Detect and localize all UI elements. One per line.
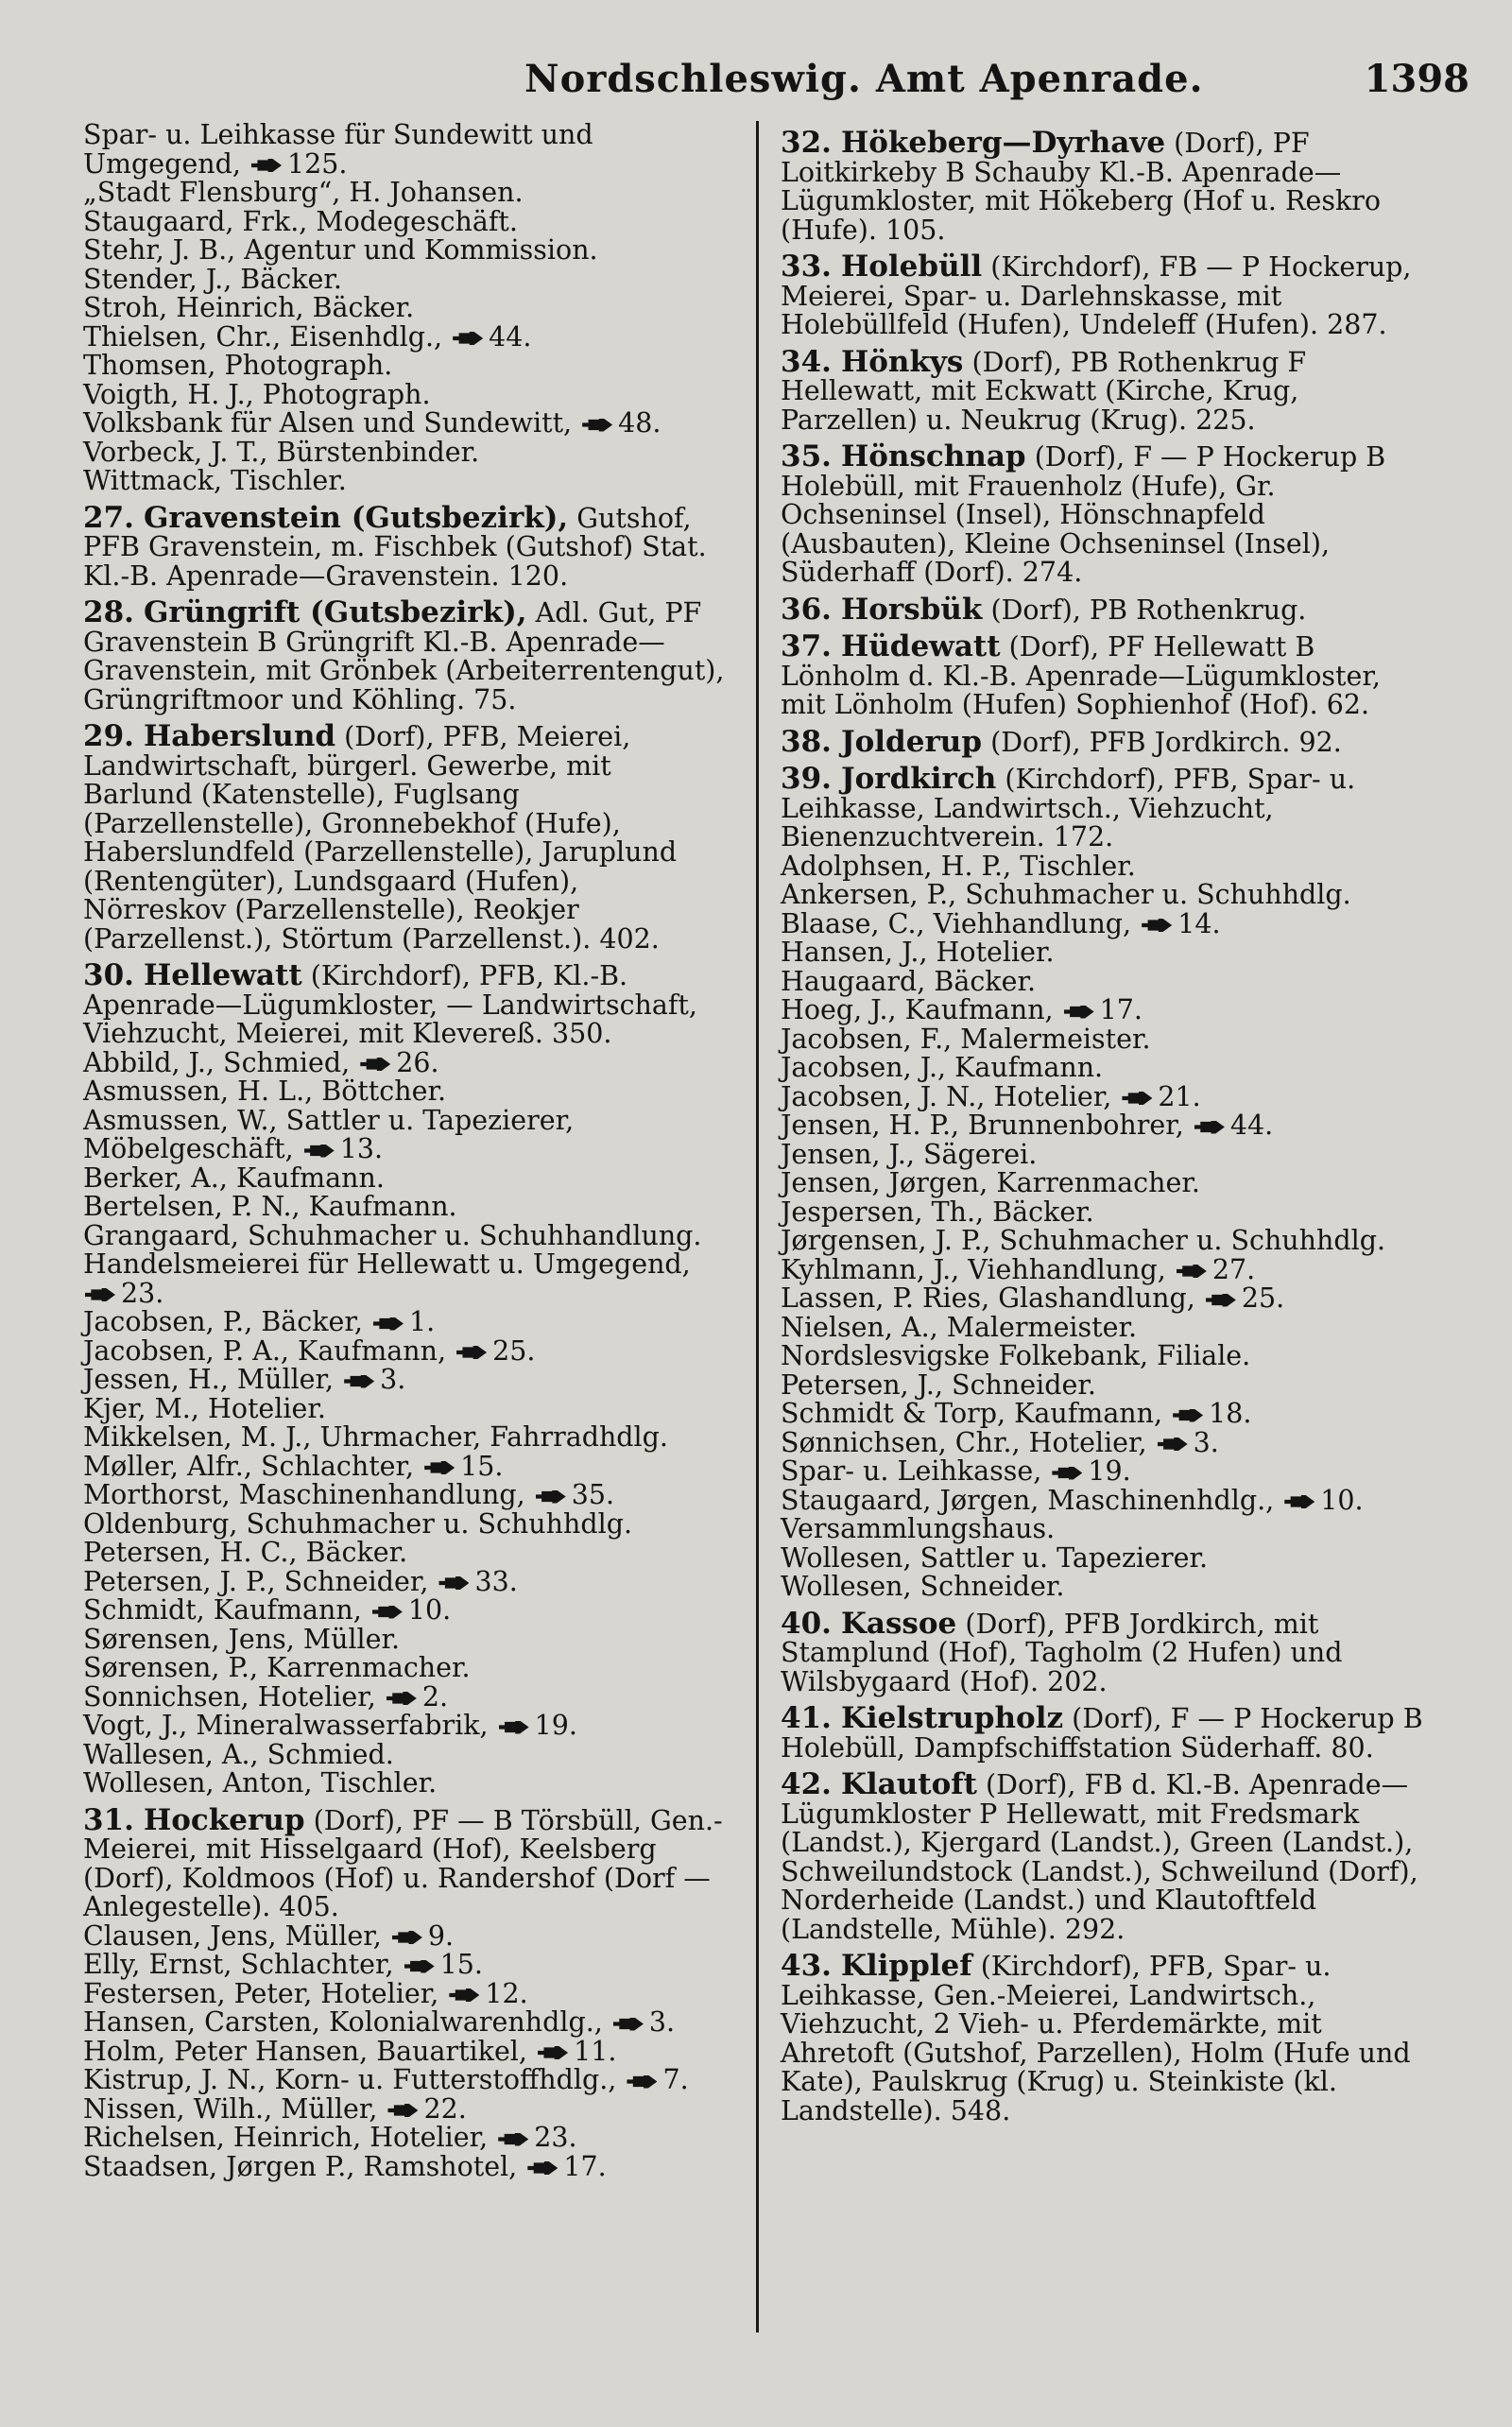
entry-text: Adl. Gut, PF Gravenstein B Grüngrift Kl.-B. Apenrade—Gravenstein, mit Grönbek (Arbeiterrentengut), Grüngriftmoor und Köhling. 75. bbox=[83, 597, 725, 715]
telephone-icon bbox=[344, 1375, 374, 1388]
telephone-icon bbox=[613, 2018, 644, 2031]
telephone-icon bbox=[449, 1988, 479, 2002]
entry-text: (Dorf), PFB Jordkirch. 92. bbox=[990, 726, 1342, 758]
entry-text: (Kirchdorf), PFB, Kl.-B. Apenrade—Lügumkloster, — Landwirtschaft, Viehzucht, Meierei, mit Klevereß. 350. bbox=[83, 960, 697, 1049]
telephone-icon bbox=[85, 1288, 115, 1301]
entry-text: Wittmack, Tischler. bbox=[83, 465, 347, 496]
listing-entry bbox=[83, 378, 726, 410]
telephone-icon bbox=[404, 1960, 435, 1973]
telephone-number: 25. bbox=[1241, 1282, 1285, 1314]
column-divider bbox=[756, 121, 759, 2332]
town-entry bbox=[781, 1767, 1423, 1945]
town-name: Jordkirch bbox=[840, 762, 997, 796]
listing-entry bbox=[83, 1366, 726, 1395]
town-entry bbox=[83, 595, 726, 715]
telephone-number: 3. bbox=[1193, 1426, 1219, 1458]
telephone-number: 22. bbox=[423, 2092, 467, 2125]
entry-text: (Kirchdorf), FB — P Hockerup, Meierei, Spar- u. Darlehnskasse, mit Holebüllfeld (Hufen), Undeleff (Hufen). 287. bbox=[781, 251, 1412, 340]
left-column bbox=[83, 121, 726, 2181]
telephone-icon bbox=[304, 1145, 335, 1158]
town-entry bbox=[781, 592, 1423, 627]
telephone-number: 35. bbox=[571, 1479, 615, 1510]
listing-entry bbox=[781, 1111, 1423, 1141]
telephone-number: 10. bbox=[407, 1594, 452, 1626]
entry-text: Ankersen, P., Schuhmacher u. Schuhhdlg. bbox=[781, 879, 1351, 910]
listing-entry bbox=[83, 1539, 726, 1568]
entry-text: „Stadt Flensburg“, H. Johansen. bbox=[83, 177, 524, 208]
town-number: 33. bbox=[781, 250, 832, 284]
entry-text: Asmussen, H. L., Böttcher. bbox=[83, 1076, 446, 1107]
telephone-icon bbox=[387, 2104, 418, 2117]
entry-text: Møller, Alfr., Schlachter, bbox=[83, 1450, 415, 1482]
entry-text: Stroh, Heinrich, Bäcker. bbox=[83, 292, 415, 323]
town-entry bbox=[83, 719, 726, 955]
entry-text: Wollesen, Anton, Tischler. bbox=[83, 1767, 438, 1799]
town-entry bbox=[781, 1606, 1423, 1697]
telephone-number: 26. bbox=[396, 1046, 439, 1078]
telephone-number: 17. bbox=[563, 2150, 607, 2182]
town-entry bbox=[83, 958, 726, 1049]
entry-text: Wallesen, A., Schmied. bbox=[83, 1738, 394, 1770]
town-name: Hönkys bbox=[840, 344, 964, 379]
entry-text: Oldenburg, Schuhmacher u. Schuhhdlg. bbox=[83, 1507, 633, 1540]
telephone-number: 21. bbox=[1158, 1080, 1201, 1112]
listing-entry bbox=[83, 2008, 726, 2038]
listing-entry bbox=[781, 1025, 1423, 1055]
town-number: 37. bbox=[781, 629, 832, 663]
entry-text: Petersen, J., Schneider. bbox=[781, 1368, 1096, 1401]
telephone-number: 125. bbox=[287, 147, 348, 180]
listing-entry bbox=[83, 1654, 726, 1683]
town-number: 35. bbox=[781, 439, 832, 473]
entry-text: Petersen, H. C., Bäcker. bbox=[83, 1537, 408, 1568]
town-name: Klautoft bbox=[840, 1767, 977, 1801]
telephone-number: 27. bbox=[1211, 1253, 1256, 1285]
listing-entry bbox=[781, 1080, 1423, 1112]
entry-text: Festersen, Peter, Hotelier, bbox=[83, 1977, 439, 2009]
telephone-icon bbox=[1158, 1437, 1188, 1451]
town-number: 38. bbox=[781, 724, 832, 759]
telephone-icon bbox=[1206, 1294, 1236, 1307]
telephone-number: 25. bbox=[492, 1334, 536, 1367]
listing-entry bbox=[83, 205, 726, 237]
entry-text: Thielsen, Chr., Eisenhdlg., bbox=[83, 320, 443, 353]
town-name: Jolderup bbox=[840, 724, 983, 759]
town-number: 30. bbox=[83, 958, 134, 992]
listing-entry bbox=[781, 1400, 1423, 1429]
entry-text: Hansen, Carsten, Kolonialwarenhdlg., bbox=[83, 2006, 603, 2038]
telephone-number: 33. bbox=[474, 1565, 518, 1597]
listing-entry bbox=[83, 1596, 726, 1626]
town-name: Hökeberg—Dyrhave bbox=[840, 126, 1166, 160]
listing-entry bbox=[781, 1342, 1423, 1371]
entry-text: Jacobsen, F., Malermeister. bbox=[781, 1023, 1151, 1055]
telephone-icon bbox=[373, 1317, 404, 1331]
telephone-icon bbox=[392, 1931, 422, 1944]
entry-text: Haugaard, Bäcker. bbox=[781, 965, 1036, 997]
entry-text: Staugaard, Frk., Modegeschäft. bbox=[83, 205, 518, 237]
listing-entry bbox=[83, 121, 726, 179]
telephone-icon bbox=[1177, 1265, 1207, 1278]
entry-text: Blaase, C., Viehhandlung, bbox=[781, 907, 1132, 939]
town-number: 29. bbox=[83, 719, 134, 753]
listing-entry bbox=[781, 1198, 1423, 1228]
page-number: 1398 bbox=[1364, 57, 1469, 101]
listing-entry bbox=[781, 996, 1423, 1025]
entry-text: Stehr, J. B., Agentur und Kommission. bbox=[83, 234, 598, 266]
entry-text: Hansen, J., Hotelier. bbox=[781, 937, 1055, 968]
entry-text: Gutshof, PFB Gravenstein, m. Fischbek (Gutshof) Stat. Kl.-B. Apenrade—Gravenstein. 120. bbox=[83, 502, 707, 592]
listing-entry bbox=[83, 1712, 726, 1741]
listing-entry bbox=[781, 1311, 1423, 1343]
entry-text: Spar- u. Leihkasse für Sundewitt und Umgegend, bbox=[83, 119, 593, 180]
entry-text: Grangaard, Schuhmacher u. Schuhhandlung. bbox=[83, 1219, 702, 1251]
town-name: Hönschnap bbox=[840, 439, 1026, 473]
town-name: Haberslund bbox=[143, 719, 336, 753]
town-name: Hockerup bbox=[143, 1802, 305, 1837]
entry-text: Spar- u. Leihkasse, bbox=[781, 1455, 1042, 1487]
entry-text: (Dorf), PF — B Törsbüll, Gen.-Meierei, mit Hisselgaard (Hof), Keelsberg (Dorf), Koldmoos (Hof) u. Randershof (Dorf — Anlegestelle). 405. bbox=[83, 1804, 723, 1922]
town-number: 40. bbox=[781, 1606, 832, 1641]
listing-entry bbox=[83, 1623, 726, 1655]
listing-entry bbox=[83, 1769, 726, 1799]
entry-text: Jensen, Jørgen, Karrenmacher. bbox=[781, 1167, 1200, 1198]
entry-text: Morthorst, Maschinenhandlung, bbox=[83, 1479, 525, 1510]
telephone-icon bbox=[498, 2133, 528, 2146]
listing-entry bbox=[83, 263, 726, 295]
telephone-number: 44. bbox=[489, 320, 532, 353]
town-name: Klipplef bbox=[840, 1949, 972, 1983]
town-number: 36. bbox=[781, 592, 832, 627]
town-entry bbox=[781, 762, 1423, 852]
telephone-number: 44. bbox=[1229, 1110, 1274, 1141]
telephone-icon bbox=[582, 419, 612, 432]
telephone-icon bbox=[536, 1490, 566, 1504]
telephone-number: 23. bbox=[121, 1277, 164, 1309]
telephone-number: 12. bbox=[485, 1977, 528, 2009]
entry-text: Sørensen, P., Karrenmacher. bbox=[83, 1652, 471, 1683]
entry-text: Kjer, M., Hotelier. bbox=[83, 1392, 326, 1424]
telephone-icon bbox=[456, 1346, 487, 1359]
listing-entry bbox=[781, 1515, 1423, 1544]
listing-entry bbox=[781, 1541, 1423, 1574]
town-name: Hüdewatt bbox=[840, 629, 1001, 663]
entry-text: Holm, Peter Hansen, Bauartikel, bbox=[83, 2035, 527, 2067]
entry-text: (Dorf), PB Rothenkrug. bbox=[990, 594, 1307, 626]
listing-entry bbox=[781, 1284, 1423, 1314]
town-entry bbox=[781, 724, 1423, 759]
telephone-icon bbox=[499, 1721, 529, 1734]
listing-entry bbox=[83, 436, 726, 468]
entry-text: Bertelsen, P. N., Kaufmann. bbox=[83, 1191, 457, 1222]
town-entry bbox=[83, 500, 726, 592]
telephone-number: 1. bbox=[408, 1306, 436, 1337]
entry-text: (Kirchdorf), PFB, Spar- u. Leihkasse, Gen.-Meierei, Landwirtsch., Viehzucht, 2 Vieh- u. Pferdemärkte, mit Ahretoft (Gutshof, Parzellen), Holm (Hufe und Kate), Paulskrug (Krug) u. Steinkiste (kl. Landstelle). 548. bbox=[781, 1951, 1411, 2126]
telephone-number: 2. bbox=[421, 1680, 449, 1713]
entry-text: Lassen, P. Ries, Glashandlung, bbox=[781, 1282, 1195, 1314]
telephone-number: 13. bbox=[339, 1133, 384, 1164]
listing-entry bbox=[781, 907, 1423, 939]
listing-entry bbox=[781, 1426, 1423, 1458]
entry-text: Schmidt & Torp, Kaufmann, bbox=[781, 1398, 1163, 1429]
telephone-icon bbox=[372, 1606, 403, 1619]
telephone-number: 3. bbox=[648, 2006, 676, 2038]
listing-entry bbox=[83, 1738, 726, 1770]
telephone-icon bbox=[1122, 1092, 1152, 1105]
entry-text: Schmidt, Kaufmann, bbox=[83, 1594, 362, 1626]
listing-entry bbox=[83, 1392, 726, 1424]
listing-entry bbox=[83, 179, 726, 208]
entry-text: Asmussen, W., Sattler u. Tapezierer, Möbelgeschäft, bbox=[83, 1104, 575, 1164]
entry-text: Vorbeck, J. T., Bürstenbinder. bbox=[83, 436, 480, 468]
listing-entry bbox=[83, 1250, 726, 1308]
telephone-number: 3. bbox=[380, 1364, 406, 1395]
listing-entry bbox=[781, 1484, 1423, 1516]
entry-text: Voigth, H. J., Photograph. bbox=[83, 378, 431, 410]
listing-entry bbox=[83, 1450, 726, 1482]
entry-text: (Dorf), F — P Hockerup B Holebüll, mit Frauenholz (Hufe), Gr. Ochseninsel (Insel), Hönschnapfeld (Ausbauten), Kleine Ochseninsel (Insel), Süderhaff (Dorf). 274. bbox=[781, 441, 1386, 588]
entry-text: Kistrup, J. N., Korn- u. Futterstoffhdlg., bbox=[83, 2064, 617, 2095]
listing-entry bbox=[83, 2124, 726, 2153]
entry-text: Staugaard, Jørgen, Maschinenhdlg., bbox=[781, 1484, 1275, 1516]
entry-text: Jensen, H. P., Brunnenbohrer, bbox=[781, 1110, 1184, 1141]
entry-text: (Dorf), FB d. Kl.-B. Apenrade—Lügumkloster P Hellewatt, mit Fredsmark (Landst.), Kjergard (Landst.), Green (Landst.), Schweilundstock (Landst.), Schweilund (Dorf), Norderheide (Landst.) und Klautoftfeld (Landstelle, Mühle). 292. bbox=[781, 1769, 1418, 1945]
telephone-icon bbox=[627, 2075, 657, 2089]
town-entry bbox=[781, 126, 1423, 246]
town-name: Holebüll bbox=[840, 250, 983, 284]
telephone-number: 23. bbox=[534, 2122, 577, 2153]
entry-text: (Dorf), F — P Hockerup B Holebüll, Dampfschiffstation Süderhaff. 80. bbox=[781, 1703, 1423, 1764]
town-entry bbox=[781, 1701, 1423, 1764]
town-entry bbox=[781, 252, 1423, 340]
running-head: Nordschleswig. Amt Apenrade. bbox=[524, 57, 1204, 101]
town-name: Horsbük bbox=[840, 592, 983, 627]
town-entry bbox=[781, 344, 1423, 436]
entry-text: Kyhlmann, J., Viehhandlung, bbox=[781, 1253, 1166, 1285]
telephone-icon bbox=[424, 1461, 455, 1474]
town-name: Gravenstein (Gutsbezirk), bbox=[143, 500, 569, 535]
entry-text: (Kirchdorf), PFB, Spar- u. Leihkasse, Landwirtsch., Viehzucht, Bienenzuchtverein. 172. bbox=[781, 764, 1356, 852]
listing-entry bbox=[83, 1193, 726, 1222]
listing-entry bbox=[83, 1077, 726, 1107]
entry-text: Versammlungshaus. bbox=[781, 1513, 1056, 1544]
entry-text: (Dorf), PB Rothenkrug F Hellewatt, mit Eckwatt (Kirche, Krug, Parzellen) u. Neukrug (Krug). 225. bbox=[781, 346, 1307, 436]
town-number: 27. bbox=[83, 500, 134, 535]
listing-entry bbox=[83, 1308, 726, 1337]
listing-entry bbox=[83, 467, 726, 496]
listing-entry bbox=[83, 1680, 726, 1713]
telephone-icon bbox=[1052, 1467, 1082, 1480]
telephone-number: 7. bbox=[662, 2064, 689, 2095]
telephone-number: 18. bbox=[1209, 1398, 1252, 1429]
town-number: 39. bbox=[781, 762, 832, 796]
listing-entry bbox=[83, 294, 726, 323]
listing-entry bbox=[83, 1481, 726, 1510]
listing-entry bbox=[83, 1219, 726, 1251]
entry-text: Hoeg, J., Kaufmann, bbox=[781, 994, 1054, 1025]
telephone-icon bbox=[527, 2161, 558, 2175]
telephone-icon bbox=[1142, 919, 1172, 932]
entry-text: Petersen, J. P., Schneider, bbox=[83, 1565, 429, 1597]
listing-entry bbox=[83, 1423, 726, 1453]
entry-text: Mikkelsen, M. J., Uhrmacher, Fahrradhdlg. bbox=[83, 1421, 668, 1453]
entry-text: Volksbank für Alsen und Sundewitt, bbox=[83, 407, 573, 439]
telephone-number: 9. bbox=[427, 1919, 455, 1952]
entry-text: Staadsen, Jørgen P., Ramshotel, bbox=[83, 2150, 518, 2182]
telephone-number: 11. bbox=[574, 2035, 617, 2067]
listing-entry bbox=[781, 938, 1423, 968]
telephone-number: 17. bbox=[1099, 994, 1143, 1025]
entry-text: Jørgensen, J. P., Schuhmacher u. Schuhhdlg. bbox=[781, 1225, 1386, 1256]
entry-text: Jensen, J., Sägerei. bbox=[781, 1138, 1038, 1170]
entry-text: Stender, J., Bäcker. bbox=[83, 263, 342, 295]
entry-text: Handelsmeierei für Hellewatt u. Umgegend, bbox=[83, 1248, 691, 1280]
telephone-icon bbox=[1284, 1495, 1314, 1508]
telephone-icon bbox=[1194, 1121, 1225, 1134]
telephone-icon bbox=[1064, 1006, 1094, 1019]
listing-entry bbox=[781, 1169, 1423, 1198]
page-header bbox=[0, 57, 1512, 113]
listing-entry bbox=[781, 1138, 1423, 1170]
town-entry bbox=[83, 1802, 726, 1922]
listing-entry bbox=[83, 1507, 726, 1540]
listing-entry bbox=[781, 1573, 1423, 1602]
telephone-icon bbox=[453, 332, 483, 345]
town-number: 32. bbox=[781, 126, 832, 160]
telephone-icon bbox=[538, 2046, 568, 2059]
listing-entry bbox=[781, 1227, 1423, 1256]
telephone-icon bbox=[1173, 1409, 1203, 1422]
listing-entry bbox=[83, 1951, 726, 1980]
listing-entry bbox=[781, 881, 1423, 910]
town-number: 28. bbox=[83, 595, 134, 629]
town-name: Hellewatt bbox=[143, 958, 302, 992]
telephone-number: 15. bbox=[460, 1450, 504, 1482]
town-entry bbox=[781, 1949, 1423, 2126]
town-number: 42. bbox=[781, 1767, 832, 1801]
telephone-icon bbox=[360, 1058, 390, 1071]
entry-text: Adolphsen, H. P., Tischler. bbox=[781, 850, 1136, 882]
entry-text: Sønnichsen, Chr., Hotelier, bbox=[781, 1426, 1147, 1458]
entry-text: (Dorf), PF Loitkirkeby B Schauby Kl.-B. Apenrade—Lügumkloster, mit Hökeberg (Hof u. Reskro (Hufe). 105. bbox=[781, 128, 1382, 246]
listing-entry bbox=[83, 1919, 726, 1952]
telephone-number: 10. bbox=[1320, 1484, 1364, 1516]
listing-entry bbox=[83, 409, 726, 439]
entry-text: Abbild, J., Schmied, bbox=[83, 1046, 351, 1078]
entry-text: Elly, Ernst, Schlachter, bbox=[83, 1949, 394, 1980]
entry-text: Jacobsen, J., Kaufmann. bbox=[781, 1052, 1104, 1083]
town-name: Grüngrift (Gutsbezirk), bbox=[143, 595, 527, 629]
listing-entry bbox=[781, 852, 1423, 882]
listing-entry bbox=[83, 320, 726, 353]
entry-text: (Dorf), PFB Jordkirch, mit Stamplund (Hof), Tagholm (2 Hufen) und Wilsbygaard (Hof). 202. bbox=[781, 1608, 1343, 1697]
listing-entry bbox=[83, 2066, 726, 2095]
entry-text: Jespersen, Th., Bäcker. bbox=[781, 1196, 1094, 1228]
town-number: 43. bbox=[781, 1949, 832, 1983]
listing-entry bbox=[83, 1046, 726, 1078]
listing-entry bbox=[83, 1977, 726, 2009]
telephone-number: 14. bbox=[1177, 907, 1221, 939]
town-name: Kielstrupholz bbox=[840, 1701, 1064, 1735]
listing-entry bbox=[83, 2150, 726, 2182]
listing-entry bbox=[781, 1368, 1423, 1401]
listing-entry bbox=[83, 2035, 726, 2067]
entry-text: Jacobsen, P. A., Kaufmann, bbox=[83, 1334, 446, 1367]
telephone-icon bbox=[251, 159, 282, 172]
entry-text: Wollesen, Sattler u. Tapezierer. bbox=[781, 1541, 1209, 1574]
listing-entry bbox=[781, 1457, 1423, 1487]
town-number: 31. bbox=[83, 1802, 134, 1837]
listing-entry bbox=[781, 1054, 1423, 1083]
listing-entry bbox=[781, 965, 1423, 997]
listing-entry bbox=[83, 236, 726, 266]
entry-text: Sonnichsen, Hotelier, bbox=[83, 1680, 376, 1713]
entry-text: Vogt, J., Mineralwasserfabrik, bbox=[83, 1710, 489, 1741]
town-name: Kassoe bbox=[840, 1606, 957, 1641]
listing-entry bbox=[83, 352, 726, 381]
telephone-number: 15. bbox=[439, 1949, 483, 1980]
entry-text: Nielsen, A., Malermeister. bbox=[781, 1311, 1138, 1343]
listing-entry bbox=[83, 1565, 726, 1597]
entry-text: (Dorf), PF Hellewatt B Lönholm d. Kl.-B. Apenrade—Lügumkloster, mit Lönholm (Hufen) Sophienhof (Hof). 62. bbox=[781, 631, 1381, 720]
entry-text: Clausen, Jens, Müller, bbox=[83, 1919, 382, 1952]
listing-entry bbox=[83, 2092, 726, 2125]
town-number: 41. bbox=[781, 1701, 832, 1735]
town-entry bbox=[781, 439, 1423, 588]
right-column bbox=[781, 121, 1423, 2126]
town-number: 34. bbox=[781, 344, 832, 379]
entry-text: Berker, A., Kaufmann. bbox=[83, 1162, 385, 1194]
entry-text: Thomsen, Photograph. bbox=[83, 350, 393, 381]
entry-text: Nordslesvigske Folkebank, Filiale. bbox=[781, 1340, 1251, 1371]
listing-entry bbox=[83, 1164, 726, 1194]
telephone-number: 48. bbox=[618, 407, 662, 439]
telephone-icon bbox=[438, 1576, 469, 1590]
entry-text: Jessen, H., Müller, bbox=[83, 1364, 335, 1395]
entry-text: Nissen, Wilh., Müller, bbox=[83, 2092, 378, 2125]
listing-entry bbox=[83, 1104, 726, 1164]
entry-text: (Dorf), PFB, Meierei, Landwirtschaft, bürgerl. Gewerbe, mit Barlund (Katenstelle), Fuglsang (Parzellenstelle), Gronnebekhof (Hufe), Haberslundfeld (Parzellenstelle), Jaruplund (Rentengüter), Lundsgaard (Hufen), Nörreskov (Parzellenstelle), Reokjer (Parzellenst.), Störtum (Parzellenst.). 402. bbox=[83, 721, 678, 955]
entry-text: Sørensen, Jens, Müller. bbox=[83, 1623, 401, 1655]
telephone-icon bbox=[387, 1692, 417, 1705]
telephone-number: 19. bbox=[534, 1710, 577, 1741]
entry-text: Wollesen, Schneider. bbox=[781, 1571, 1065, 1602]
listing-entry bbox=[83, 1334, 726, 1367]
telephone-number: 19. bbox=[1088, 1455, 1131, 1487]
entry-text: Jacobsen, J. N., Hotelier, bbox=[781, 1080, 1112, 1112]
town-entry bbox=[781, 629, 1423, 720]
entry-text: Jacobsen, P., Bäcker, bbox=[83, 1306, 363, 1337]
listing-entry bbox=[781, 1253, 1423, 1285]
entry-text: Richelsen, Heinrich, Hotelier, bbox=[83, 2122, 489, 2153]
